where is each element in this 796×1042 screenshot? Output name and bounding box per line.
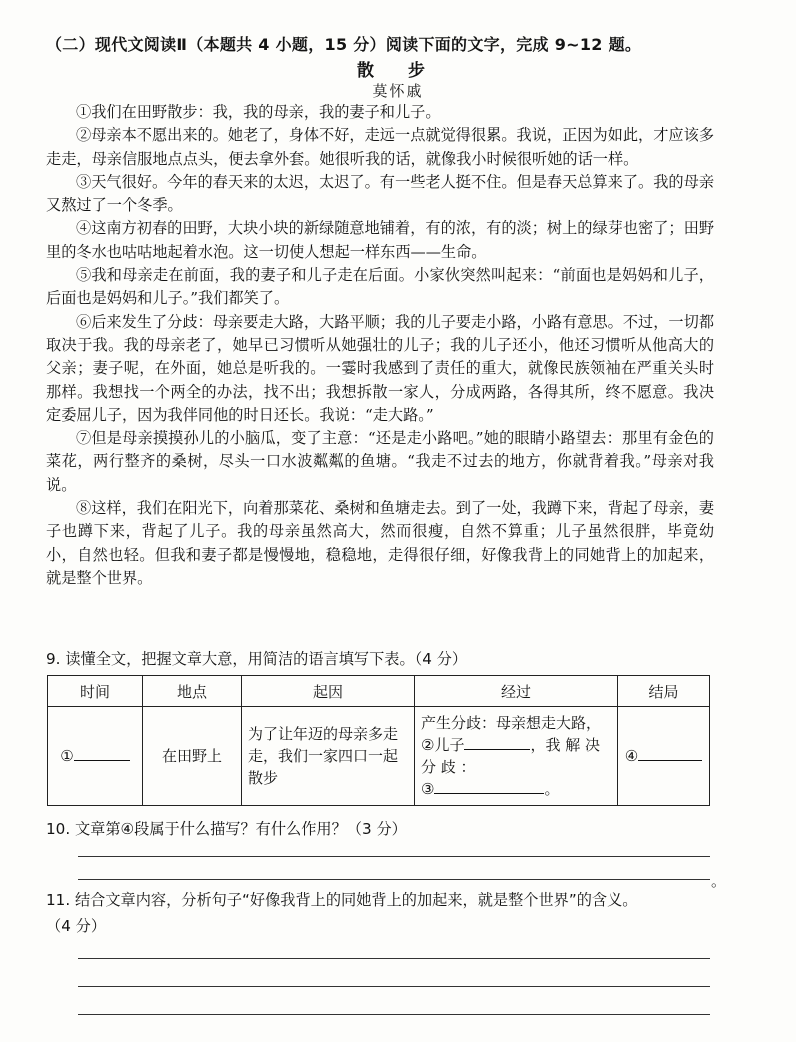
process-end: 。 [544, 780, 560, 798]
question-10: 10. 文章第④段属于什么描写？有什么作用？（3 分） [46, 820, 407, 838]
paragraph-2: ②母亲本不愿出来的。她老了，身体不好，走远一点就觉得很累。我说，正因为如此，才应该多走走，母亲信服地点点头，便去拿外套。她很听我的话，就像我小时候很听她的话一样。 [46, 126, 714, 168]
paragraph-4: ④这南方初春的田野，大块小块的新绿随意地铺着，有的浓，有的淡；树上的绿芽也密了；田野里的冬水也咕咕地起着水泡。这一切使人想起一样东西——生命。 [46, 219, 714, 261]
result-label: ④ [624, 747, 639, 765]
result-cell[interactable] [618, 707, 710, 806]
question-9: 9. 读懂全文，把握文章大意，用简洁的语言填写下表。（4 分） [46, 650, 468, 668]
paragraph-3: ③天气很好。今年的春天来的太迟，太迟了。有一些老人挺不住。但是春天总算来了。我的母亲又熬过了一个冬季。 [46, 172, 714, 215]
time-cell[interactable] [48, 707, 143, 806]
article-body [46, 101, 714, 590]
section-header: （二）现代文阅读Ⅱ（本题共 4 小题，15 分）阅读下面的文字，完成 9~12 题。 [46, 35, 642, 54]
table-header-cell: 结局 [618, 676, 710, 707]
answer-line[interactable] [78, 1014, 710, 1015]
answer-line[interactable] [78, 986, 710, 987]
summary-table [47, 675, 710, 806]
answer-blank[interactable] [464, 735, 530, 750]
table-header-cell: 时间 [48, 676, 143, 707]
article-title: 散 步 [357, 61, 439, 81]
table-header-row [48, 676, 710, 707]
process-text-b: ，我 解 决 分 歧 ： [421, 736, 600, 776]
question-11: 11. 结合文章内容，分析句子“好像我背上的同她背上的加起来，就是整个世界”的含义。 [46, 891, 638, 909]
paragraph-6: ⑥后来发生了分歧：母亲要走大路，大路平顺；我的儿子要走小路，小路有意思。不过，一切都取决于我。我的母亲老了，她早已习惯听从她强壮的儿子；我的儿子还小，他还习惯听从他高大的父亲；妻子呢，在外面，她总是听我的。一霎时我感到了责任的重大，就像民族领袖在严重关头时那样。我想找一个两全的办法，找不出；我想拆散一家人，分成两路，各得其所，终不愿意。我决定委屈儿子，因为我伴同他的时日还长。我说：“走大路。” [46, 312, 714, 424]
paragraph-7: ⑦但是母亲摸摸孙儿的小脑瓜，变了主意：“还是走小路吧。”她的眼睛小路望去：那里有金色的菜花，两行整齐的桑树，尽头一口水波粼粼的鱼塘。“我走不过去的地方，你就背着我。”母亲对我说。 [46, 429, 714, 494]
answer-line[interactable] [78, 958, 710, 959]
period-mark: 。 [711, 872, 727, 890]
answer-line[interactable] [78, 856, 710, 857]
process-text-a: 产生分歧：母亲想走大路，②儿子 [421, 714, 602, 754]
process-text-c: ③ [421, 780, 435, 798]
paragraph-8: ⑧这样，我们在阳光下，向着那菜花、桑树和鱼塘走去。到了一处，我蹲下来，背起了母亲，妻子也蹲下来，背起了儿子。我的母亲虽然高大，然而很瘦，自然不算重；儿子虽然很胖，毕竟幼小，自然也轻。但我和妻子都是慢慢地，稳稳地，走得很仔细，好像我背上的同她背上的加起来，就是整个世界。 [46, 499, 714, 587]
table-header-cell: 地点 [143, 676, 242, 707]
article-author: 莫怀戚 [372, 82, 424, 100]
table-header-cell: 起因 [242, 676, 415, 707]
place-cell: 在田野上 [143, 707, 242, 806]
cause-cell: 为了让年迈的母亲多走走，我们一家四口一起散步 [242, 707, 415, 806]
answer-blank[interactable] [638, 746, 702, 761]
paragraph-1: ①我们在田野散步：我，我的母亲，我的妻子和儿子。 [76, 103, 441, 121]
question-11-score: （4 分） [46, 917, 107, 935]
table-row [48, 707, 710, 806]
answer-blank[interactable] [434, 779, 544, 794]
time-label: ① [60, 747, 74, 765]
paragraph-5: ⑤我和母亲走在前面，我的妻子和儿子走在后面。小家伙突然叫起来：“前面也是妈妈和儿子，后面也是妈妈和儿子。”我们都笑了。 [46, 266, 714, 308]
table-header-cell: 经过 [415, 676, 618, 707]
process-cell[interactable] [415, 707, 618, 806]
answer-blank[interactable] [74, 746, 130, 761]
answer-line[interactable] [78, 879, 710, 880]
